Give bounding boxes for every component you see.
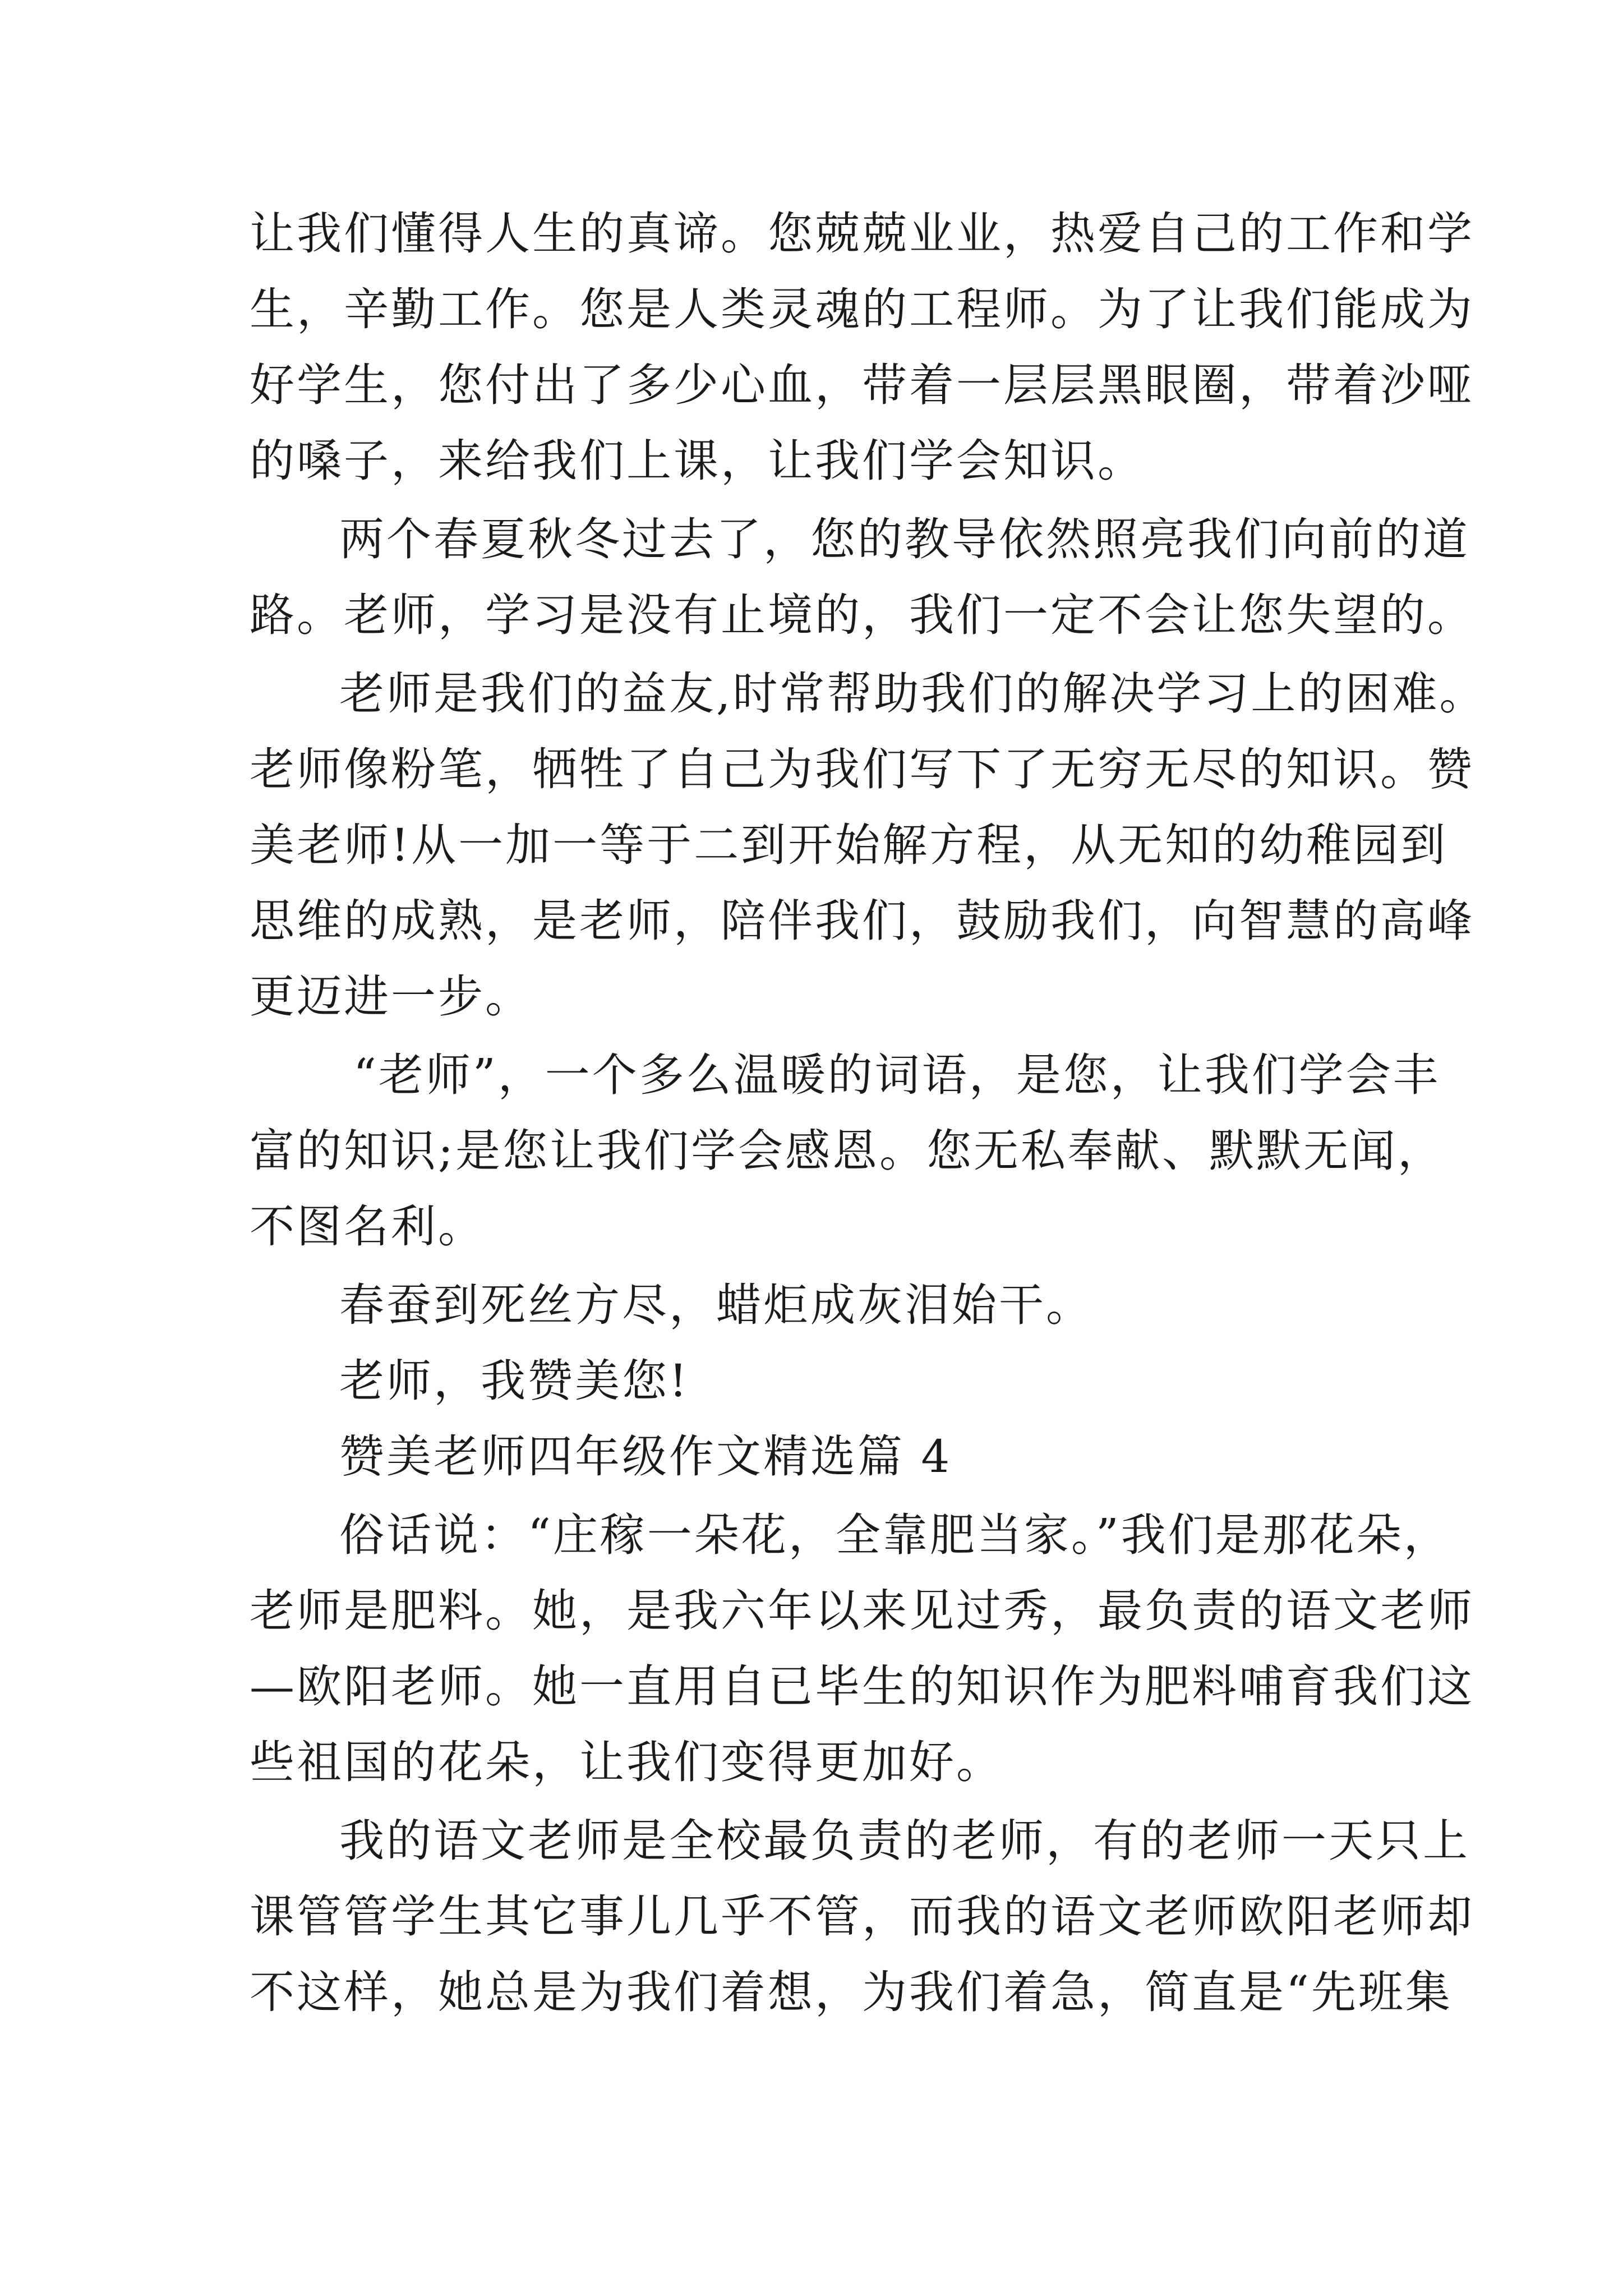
text-line: 老师，我赞美您! (339, 1355, 690, 1407)
section-heading: 赞美老师四年级作文精选篇 4 (339, 1430, 952, 1483)
text-line: 些祖国的花朵，让我们变得更加好。 (250, 1736, 1003, 1788)
text-line: 老师是肥料。她，是我六年以来见过秀，最负责的语文老师 (250, 1585, 1474, 1637)
text-line: 让我们懂得人生的真谛。您兢兢业业，热爱自己的工作和学 (250, 208, 1474, 260)
text-line: 不这样，她总是为我们着想，为我们着急，简直是“先班集 (250, 1966, 1453, 2018)
text-line: 思维的成熟，是老师，陪伴我们，鼓励我们，向智慧的高峰 (250, 895, 1474, 947)
text-line: 的嗓子，来给我们上课，让我们学会知识。 (250, 435, 1145, 487)
text-line: 两个春夏秋冬过去了，您的教导依然照亮我们向前的道 (339, 513, 1470, 565)
document-page (250, 0, 1487, 2296)
text-line: —欧阳老师。她一直用自已毕生的知识作为肥料哺育我们这 (250, 1660, 1474, 1713)
text-line: 好学生，您付出了多少心血，带着一层层黑眼圈，带着沙哑 (250, 359, 1474, 411)
text-line: 富的知识;是您让我们学会感恩。您无私奉献、默默无闻， (250, 1125, 1445, 1177)
text-line: “老师”，一个多么温暖的词语，是您，让我们学会丰 (353, 1049, 1440, 1101)
text-line: 生，辛勤工作。您是人类灵魂的工程师。为了让我们能成为 (250, 283, 1474, 335)
text-line: 老师像粉笔，牺牲了自己为我们写下了无穷无尽的知识。赞 (250, 743, 1474, 795)
text-line: 更迈进一步。 (250, 970, 532, 1023)
text-line: 我的语文老师是全校最负责的老师，有的老师一天只上 (339, 1815, 1470, 1867)
text-line: 美老师!从一加一等于二到开始解方程，从无知的幼稚园到 (250, 819, 1448, 871)
text-line: 俗话说：“庄稼一朵花，全靠肥当家。”我们是那花朵， (339, 1509, 1451, 1561)
text-line: 课管管学生其它事儿几乎不管，而我的语文老师欧阳老师却 (250, 1890, 1474, 1943)
text-line: 路。老师，学习是没有止境的，我们一定不会让您失望的。 (250, 589, 1474, 641)
text-line: 老师是我们的益友,时常帮助我们的解决学习上的困难。 (339, 668, 1487, 720)
text-line: 不图名利。 (250, 1200, 485, 1253)
text-line: 春蚕到死丝方尽，蜡炬成灰泪始干。 (339, 1279, 1093, 1331)
